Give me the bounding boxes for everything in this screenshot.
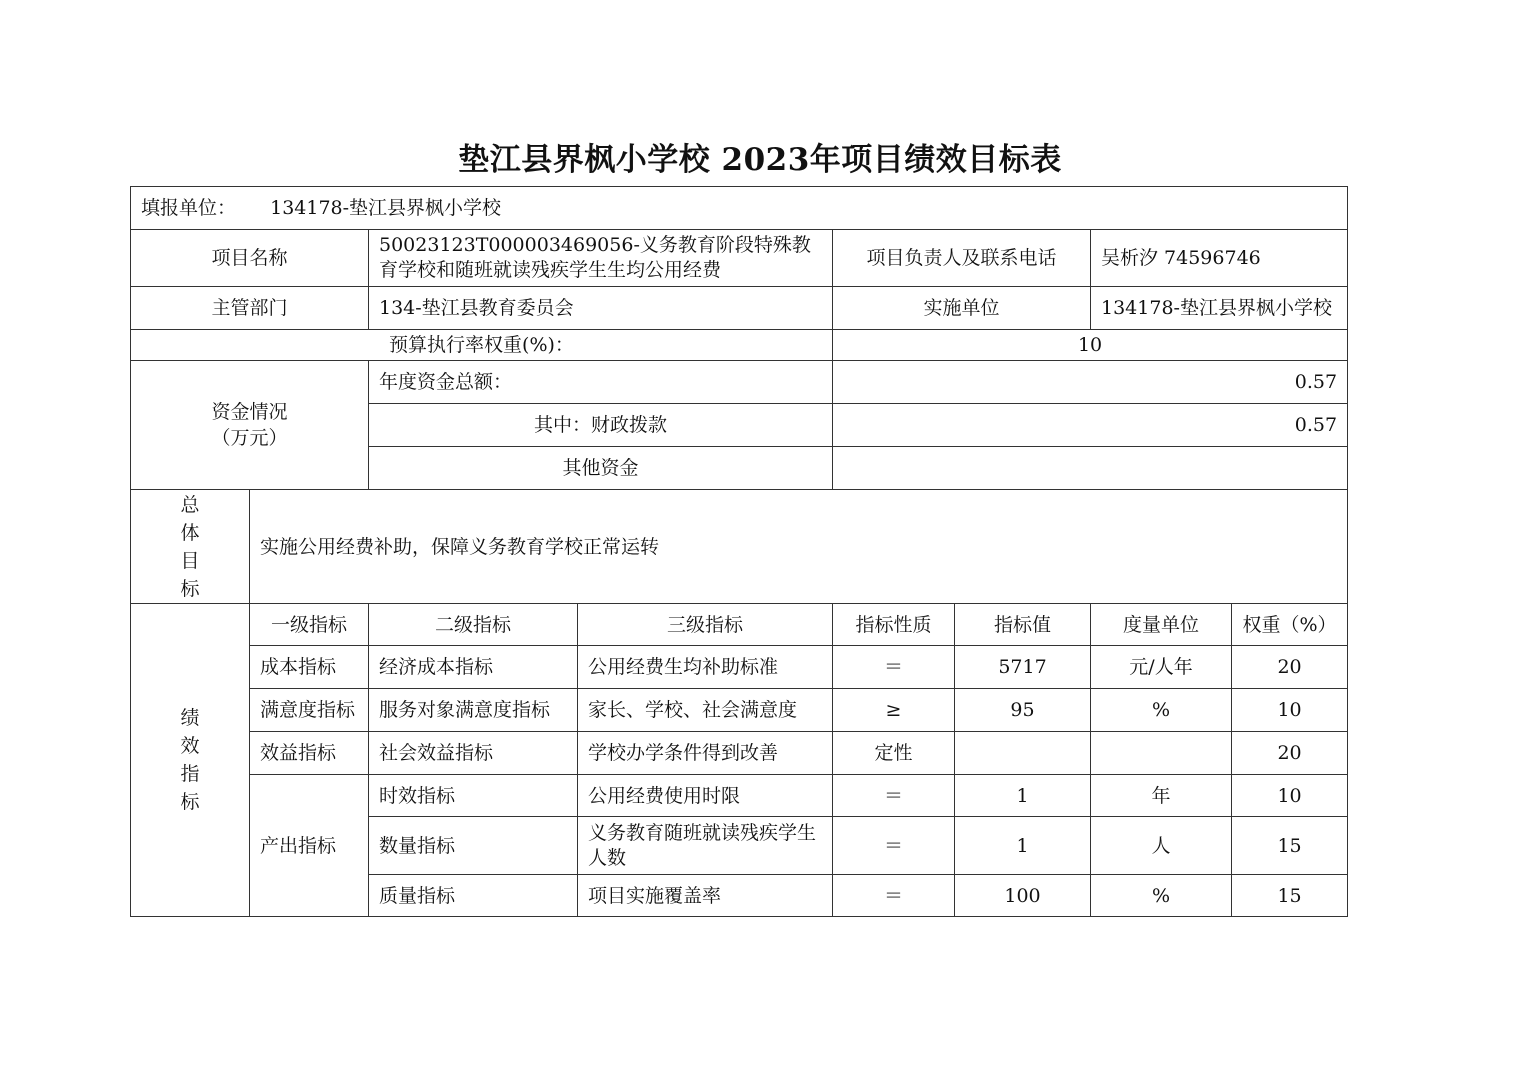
weight-cell: 20: [1232, 732, 1348, 775]
nature-cell: ＝: [833, 875, 955, 917]
weight-cell: 10: [1232, 689, 1348, 732]
performance-table: [130, 186, 1348, 917]
project-name-label: 项目名称: [131, 230, 369, 287]
reporting-unit-cell: [131, 187, 1348, 230]
value-cell: 5717: [955, 646, 1091, 689]
funds-label-line1: 资金情况: [211, 401, 288, 423]
value-cell: 1: [955, 775, 1091, 817]
column-header: 二级指标: [369, 604, 578, 646]
value-cell: 1: [955, 817, 1091, 875]
level2-cell: 质量指标: [369, 875, 578, 917]
budget-rate-label: 预算执行率权重(%)：: [131, 330, 833, 361]
department-label: 主管部门: [131, 287, 369, 330]
performance-indicator-label: [131, 604, 250, 917]
overall-goal-row: [131, 490, 1348, 604]
nature-cell: 定性: [833, 732, 955, 775]
level1-cell: 满意度指标: [250, 689, 369, 732]
level1-cell: 产出指标: [250, 775, 369, 917]
unit-cell: %: [1091, 689, 1232, 732]
department-row: [131, 287, 1348, 330]
funds-fiscal-label: 其中：财政拨款: [369, 404, 833, 447]
weight-cell: 15: [1232, 875, 1348, 917]
weight-cell: 10: [1232, 775, 1348, 817]
value-cell: 95: [955, 689, 1091, 732]
nature-cell: ≥: [833, 689, 955, 732]
project-name-row: [131, 230, 1348, 287]
implementing-unit-label: 实施单位: [833, 287, 1091, 330]
reporting-unit-row: [131, 187, 1348, 230]
funds-label: [131, 361, 369, 490]
value-cell: [955, 732, 1091, 775]
project-owner-value: 吴析汐 74596746: [1091, 230, 1348, 287]
level2-cell: 服务对象满意度指标: [369, 689, 578, 732]
level2-cell: 时效指标: [369, 775, 578, 817]
nature-cell: ＝: [833, 817, 955, 875]
goal-label-char: 体: [180, 521, 200, 544]
nature-cell: ＝: [833, 775, 955, 817]
indicator-label-char: 指: [180, 763, 200, 785]
unit-cell: 人: [1091, 817, 1232, 875]
budget-rate-row: [131, 330, 1348, 361]
project-owner-label: 项目负责人及联系电话: [833, 230, 1091, 287]
level3-cell: 学校办学条件得到改善: [578, 732, 833, 775]
column-header: 三级指标: [578, 604, 833, 646]
level1-cell: 成本指标: [250, 646, 369, 689]
level3-cell: 项目实施覆盖率: [578, 875, 833, 917]
level2-cell: 数量指标: [369, 817, 578, 875]
table-row: [131, 689, 1348, 732]
weight-cell: 15: [1232, 817, 1348, 875]
reporting-unit-label: 填报单位：: [141, 197, 237, 219]
funds-other-label: 其他资金: [369, 447, 833, 490]
column-header: 一级指标: [250, 604, 369, 646]
column-header: 指标性质: [833, 604, 955, 646]
table-row: [131, 646, 1348, 689]
level3-cell: 义务教育随班就读残疾学生人数: [578, 817, 833, 875]
department-value: 134-垫江县教育委员会: [369, 287, 833, 330]
indicator-label-char: 绩: [180, 707, 200, 729]
goal-label-char: 目: [180, 549, 200, 572]
overall-goal-label: [131, 490, 250, 604]
funds-label-line2: （万元）: [211, 427, 288, 449]
overall-goal-text: 实施公用经费补助，保障义务教育学校正常运转: [250, 490, 1348, 604]
value-cell: 100: [955, 875, 1091, 917]
page-title: 垫江县界枫小学校 2023年项目绩效目标表: [458, 142, 1062, 178]
funds-fiscal-value: 0.57: [833, 404, 1348, 447]
indicator-label-char: 标: [180, 791, 200, 813]
level2-cell: 经济成本指标: [369, 646, 578, 689]
funds-other-value: [833, 447, 1348, 490]
table-row: [131, 732, 1348, 775]
table-row: [131, 775, 1348, 817]
goal-label-char: 标: [180, 577, 200, 600]
level3-cell: 公用经费生均补助标准: [578, 646, 833, 689]
budget-rate-value: 10: [833, 330, 1348, 361]
weight-cell: 20: [1232, 646, 1348, 689]
column-header: 权重（%）: [1232, 604, 1348, 646]
funds-total-row: [131, 361, 1348, 404]
level1-cell: 效益指标: [250, 732, 369, 775]
project-name-value: 50023123T000003469056-义务教育阶段特殊教育学校和随班就读残疾学生生均公用经费: [369, 230, 833, 287]
level3-cell: 公用经费使用时限: [578, 775, 833, 817]
column-header: 指标值: [955, 604, 1091, 646]
column-header: 度量单位: [1091, 604, 1232, 646]
funds-total-label: 年度资金总额：: [369, 361, 833, 404]
unit-cell: 元/人年: [1091, 646, 1232, 689]
indicator-label-char: 效: [180, 735, 200, 757]
level2-cell: 社会效益指标: [369, 732, 578, 775]
reporting-unit-value: 134178-垫江县界枫小学校: [270, 197, 502, 219]
goal-label-char: 总: [180, 493, 200, 516]
indicator-header-row: [131, 604, 1348, 646]
unit-cell: [1091, 732, 1232, 775]
unit-cell: 年: [1091, 775, 1232, 817]
nature-cell: ＝: [833, 646, 955, 689]
level3-cell: 家长、学校、社会满意度: [578, 689, 833, 732]
funds-total-value: 0.57: [833, 361, 1348, 404]
unit-cell: %: [1091, 875, 1232, 917]
implementing-unit-value: 134178-垫江县界枫小学校: [1091, 287, 1348, 330]
